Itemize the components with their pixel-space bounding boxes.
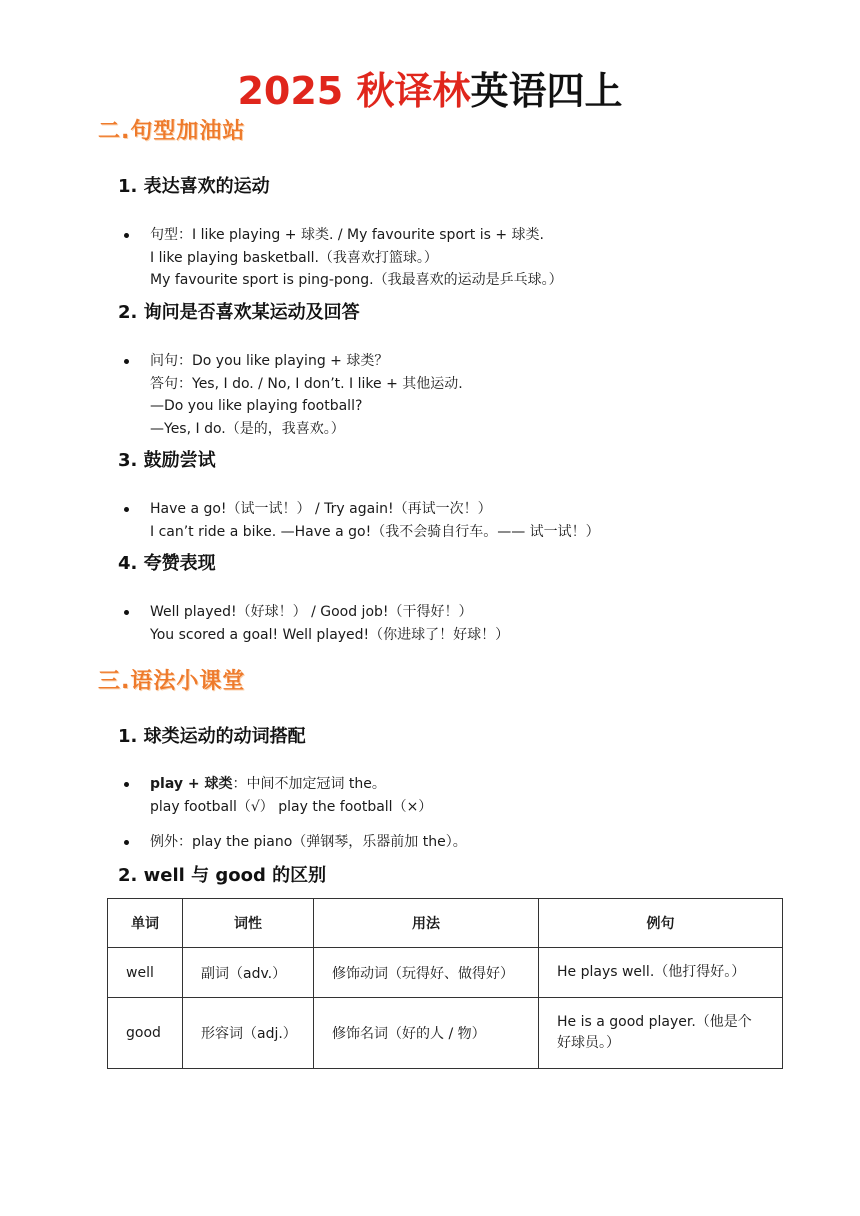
bullet-line: I like playing basketball.（我喜欢打篮球。） xyxy=(150,249,438,266)
bullet-line: —Yes, I do.（是的，我喜欢。） xyxy=(150,420,345,437)
table-cell: 修饰名词（好的人 / 物） xyxy=(314,998,539,1069)
table-cell: 形容词（adj.） xyxy=(183,998,314,1069)
bullet-line: 问句：Do you like playing + 球类？ xyxy=(150,353,389,369)
table-header-cell: 单词 xyxy=(108,899,183,948)
page-title xyxy=(0,66,860,116)
table-cell: good xyxy=(108,998,183,1069)
table-header-cell: 词性 xyxy=(183,899,314,948)
table-header-cell: 例句 xyxy=(539,899,783,948)
table-cell: 修饰动词（玩得好、做得好） xyxy=(314,948,539,998)
bullet-dot xyxy=(124,840,129,845)
bullet-line: 例外：play the piano（弹钢琴，乐器前加 the）。 xyxy=(150,834,467,850)
table-row xyxy=(108,998,783,1069)
comparison-table xyxy=(107,898,783,1069)
table-header-row xyxy=(108,899,783,948)
bullet-dot xyxy=(124,233,129,238)
rule-bold: play + 球类 xyxy=(150,776,233,792)
table-row xyxy=(108,948,783,998)
table-cell: He plays well.（他打得好。） xyxy=(539,948,783,998)
subheading-well-vs-good: 2. well 与 good 的区别 xyxy=(118,865,327,886)
bullet-line xyxy=(150,773,432,796)
subheading-ask-like: 2. 询问是否喜欢某运动及回答 xyxy=(118,302,360,323)
subheading-praise: 4. 夸赞表现 xyxy=(118,553,216,574)
bullet-line: 句型：I like playing + 球类. / My favourite sport is + 球类. xyxy=(150,227,544,243)
bullet-dot xyxy=(124,782,129,787)
bullet-line: Have a go!（试一试！） / Try again!（再试一次！） xyxy=(150,501,492,517)
bullet-line: 答句：Yes, I do. / No, I don’t. I like + 其他运动. xyxy=(150,375,463,392)
bullet-line: —Do you like playing football? xyxy=(150,398,363,414)
bullet-dot xyxy=(124,507,129,512)
subheading-verb-collocation: 1. 球类运动的动词搭配 xyxy=(118,726,306,747)
bullet-dot xyxy=(124,359,129,364)
section-heading-sentence-patterns: 二.句型加油站 xyxy=(98,119,246,144)
section-heading-grammar: 三.语法小课堂 xyxy=(98,669,246,694)
bullet-line: play football（√） play the football（×） xyxy=(150,798,433,815)
title-subject: 英语四上 xyxy=(470,69,623,113)
table-cell: He is a good player.（他是个好球员。） xyxy=(539,998,783,1069)
table-cell: well xyxy=(108,948,183,998)
bullet-line: You scored a goal! Well played!（你进球了！好球！） xyxy=(150,626,510,643)
title-year-brand: 2025 秋译林 xyxy=(237,69,471,113)
bullet-dot xyxy=(124,610,129,615)
bullet-line: I can’t ride a bike. —Have a go!（我不会骑自行车。—— 试一试！） xyxy=(150,523,600,540)
table-header-cell: 用法 xyxy=(314,899,539,948)
subheading-favorite-sport: 1. 表达喜欢的运动 xyxy=(118,176,270,197)
bullet-line: Well played!（好球！） / Good job!（干得好！） xyxy=(150,604,473,620)
subheading-encourage: 3. 鼓励尝试 xyxy=(118,450,216,471)
bullet-line: My favourite sport is ping-pong.（我最喜欢的运动是乒乓球。） xyxy=(150,272,563,288)
rule-rest: ：中间不加定冠词 the。 xyxy=(232,776,386,792)
table-cell: 副词（adv.） xyxy=(183,948,314,998)
